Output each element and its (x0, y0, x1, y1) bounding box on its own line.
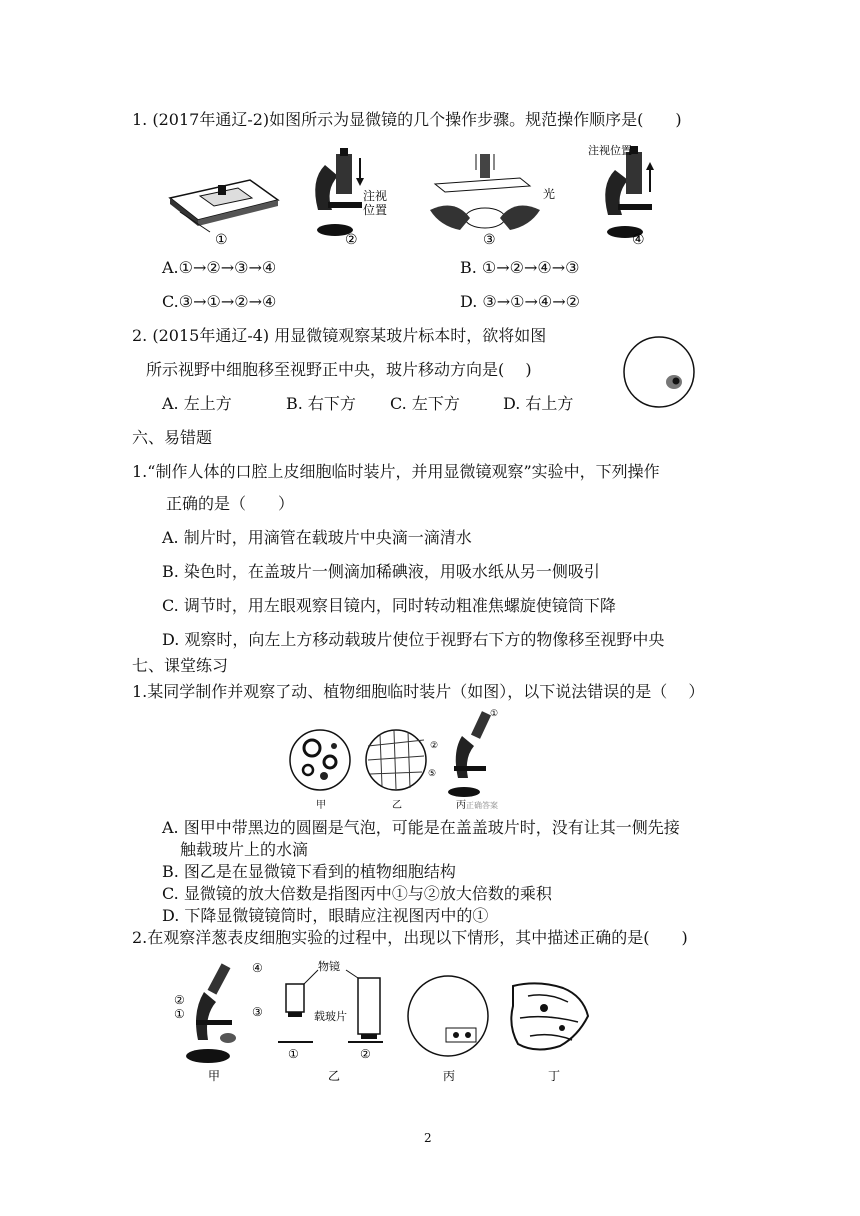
fig-label-yi: 乙 (392, 800, 402, 811)
page-number: 2 (424, 1131, 432, 1145)
s7-q1-option-a: A. 图甲中带黑边的圆圈是气泡，可能是在盖盖玻片时，没有让其一侧先接 (162, 818, 680, 837)
step4-microscope-icon (605, 146, 654, 238)
s7-q2-stem: 2.在观察洋葱表皮细胞实验的过程中，出现以下情形，其中描述正确的是( ) (132, 928, 688, 947)
s7-q1-cells-figure (286, 706, 518, 814)
s7-q1-option-b: B. 图乙是在显微镜下看到的植物细胞结构 (162, 862, 456, 881)
fig-text-zhushi: 注视 (363, 189, 388, 203)
q2-obj-2: ② (360, 1047, 371, 1061)
s7-q1-option-c: C. 显微镜的放大倍数是指图丙中①与②放大倍数的乘积 (162, 884, 552, 903)
q2-option-d: D. 右上方 (503, 394, 574, 413)
q2-mark-2: ② (174, 993, 185, 1007)
q2-option-c: C. 左下方 (390, 394, 460, 413)
fig-label-2: ② (345, 232, 358, 248)
q2-mark-1: ① (174, 1007, 185, 1021)
q2-stem-line1: 2. (2015年通辽-4) 用显微镜观察某玻片标本时，欲将如图 (132, 326, 547, 345)
objectives-diagram-icon (278, 970, 383, 1042)
plant-cell-view-icon (366, 730, 426, 790)
section6-heading: 六、易错题 (132, 428, 213, 447)
q2-option-b: B. 右下方 (286, 394, 356, 413)
fig-text-guang: 光 (543, 187, 556, 201)
q1-stem: 1. (2017年通辽-2)如图所示为显微镜的几个操作步骤。规范操作顺序是( ) (132, 110, 682, 129)
q2-label-bing: 丙 (443, 1069, 456, 1083)
s6-q1-line2: 正确的是（ ） (166, 494, 295, 513)
animal-cell-view-icon (290, 730, 350, 790)
fig-label-bing: 丙 (456, 800, 466, 811)
q1-option-d: D. ③→①→④→② (460, 292, 581, 311)
q2-text-wujing: 物镜 (318, 960, 340, 973)
fig-label-1: ① (215, 232, 228, 248)
fig-mark-5: ⑤ (428, 769, 437, 779)
step1-stage-icon (170, 180, 278, 232)
fig-mark-1: ① (490, 709, 499, 719)
q1-microscope-steps-figure (160, 140, 680, 248)
s7-q2-figure (168, 956, 598, 1086)
q2-field-of-view-figure (620, 332, 698, 412)
q1-option-a: A.①→②→③→④ (162, 258, 277, 277)
q2-label-jia: 甲 (208, 1069, 221, 1083)
q2-obj-1: ① (288, 1047, 299, 1061)
section7-heading: 七、课堂练习 (132, 656, 229, 675)
q2-label-yi: 乙 (328, 1069, 341, 1083)
q2-label-ding: 丁 (548, 1069, 561, 1083)
q2-mark-3: ③ (252, 1005, 263, 1019)
field-circle (624, 337, 694, 407)
step3-hands-light-icon (430, 154, 540, 230)
fig-mark-2: ② (430, 741, 439, 751)
fig-watermark: 正确答案 (466, 801, 498, 810)
fig-text-zhushi-weizhi: 注视位置 (588, 144, 632, 157)
fig-text-weizhi: 位置 (363, 203, 388, 217)
q1-option-c: C.③→①→②→④ (162, 292, 277, 311)
s6-q1-option-d: D. 观察时，向左上方移动载玻片使位于视野右下方的物像移至视野中央 (162, 630, 665, 649)
onion-cells-view-icon (508, 976, 592, 1060)
s6-q1-option-b: B. 染色时，在盖玻片一侧滴加稀碘液，用吸水纸从另一侧吸引 (162, 562, 600, 581)
q1-option-b: B. ①→②→④→③ (460, 258, 580, 277)
s7-q1-option-d: D. 下降显微镜镜筒时，眼睛应注视图丙中的① (162, 906, 489, 925)
fig-label-jia: 甲 (316, 800, 326, 811)
s6-q1-line1: 1.“制作人体的口腔上皮细胞临时装片，并用显微镜观察”实验中，下列操作 (132, 462, 660, 481)
fig-label-3: ③ (483, 232, 496, 248)
microscope-diagram-icon (186, 963, 236, 1063)
q2-option-a: A. 左上方 (162, 394, 232, 413)
s6-q1-option-a: A. 制片时，用滴管在载玻片中央滴一滴清水 (162, 528, 472, 547)
q2-stem-line2: 所示视野中细胞移至视野正中央，玻片移动方向是( ) (146, 360, 532, 379)
s7-q1-option-a-cont: 触载玻片上的水滴 (180, 840, 309, 859)
step2-microscope-icon (315, 148, 364, 236)
fig-label-4: ④ (632, 232, 645, 248)
q2-mark-4: ④ (252, 961, 263, 975)
q2-text-zaibopian: 载玻片 (314, 1010, 347, 1023)
s7-q1-stem: 1.某同学制作并观察了动、植物细胞临时装片（如图），以下说法错误的是（ ） (132, 682, 705, 701)
field-view-icon (408, 976, 488, 1056)
s6-q1-option-c: C. 调节时，用左眼观察目镜内，同时转动粗准焦螺旋使镜筒下降 (162, 596, 616, 615)
microscope-icon (448, 711, 491, 797)
